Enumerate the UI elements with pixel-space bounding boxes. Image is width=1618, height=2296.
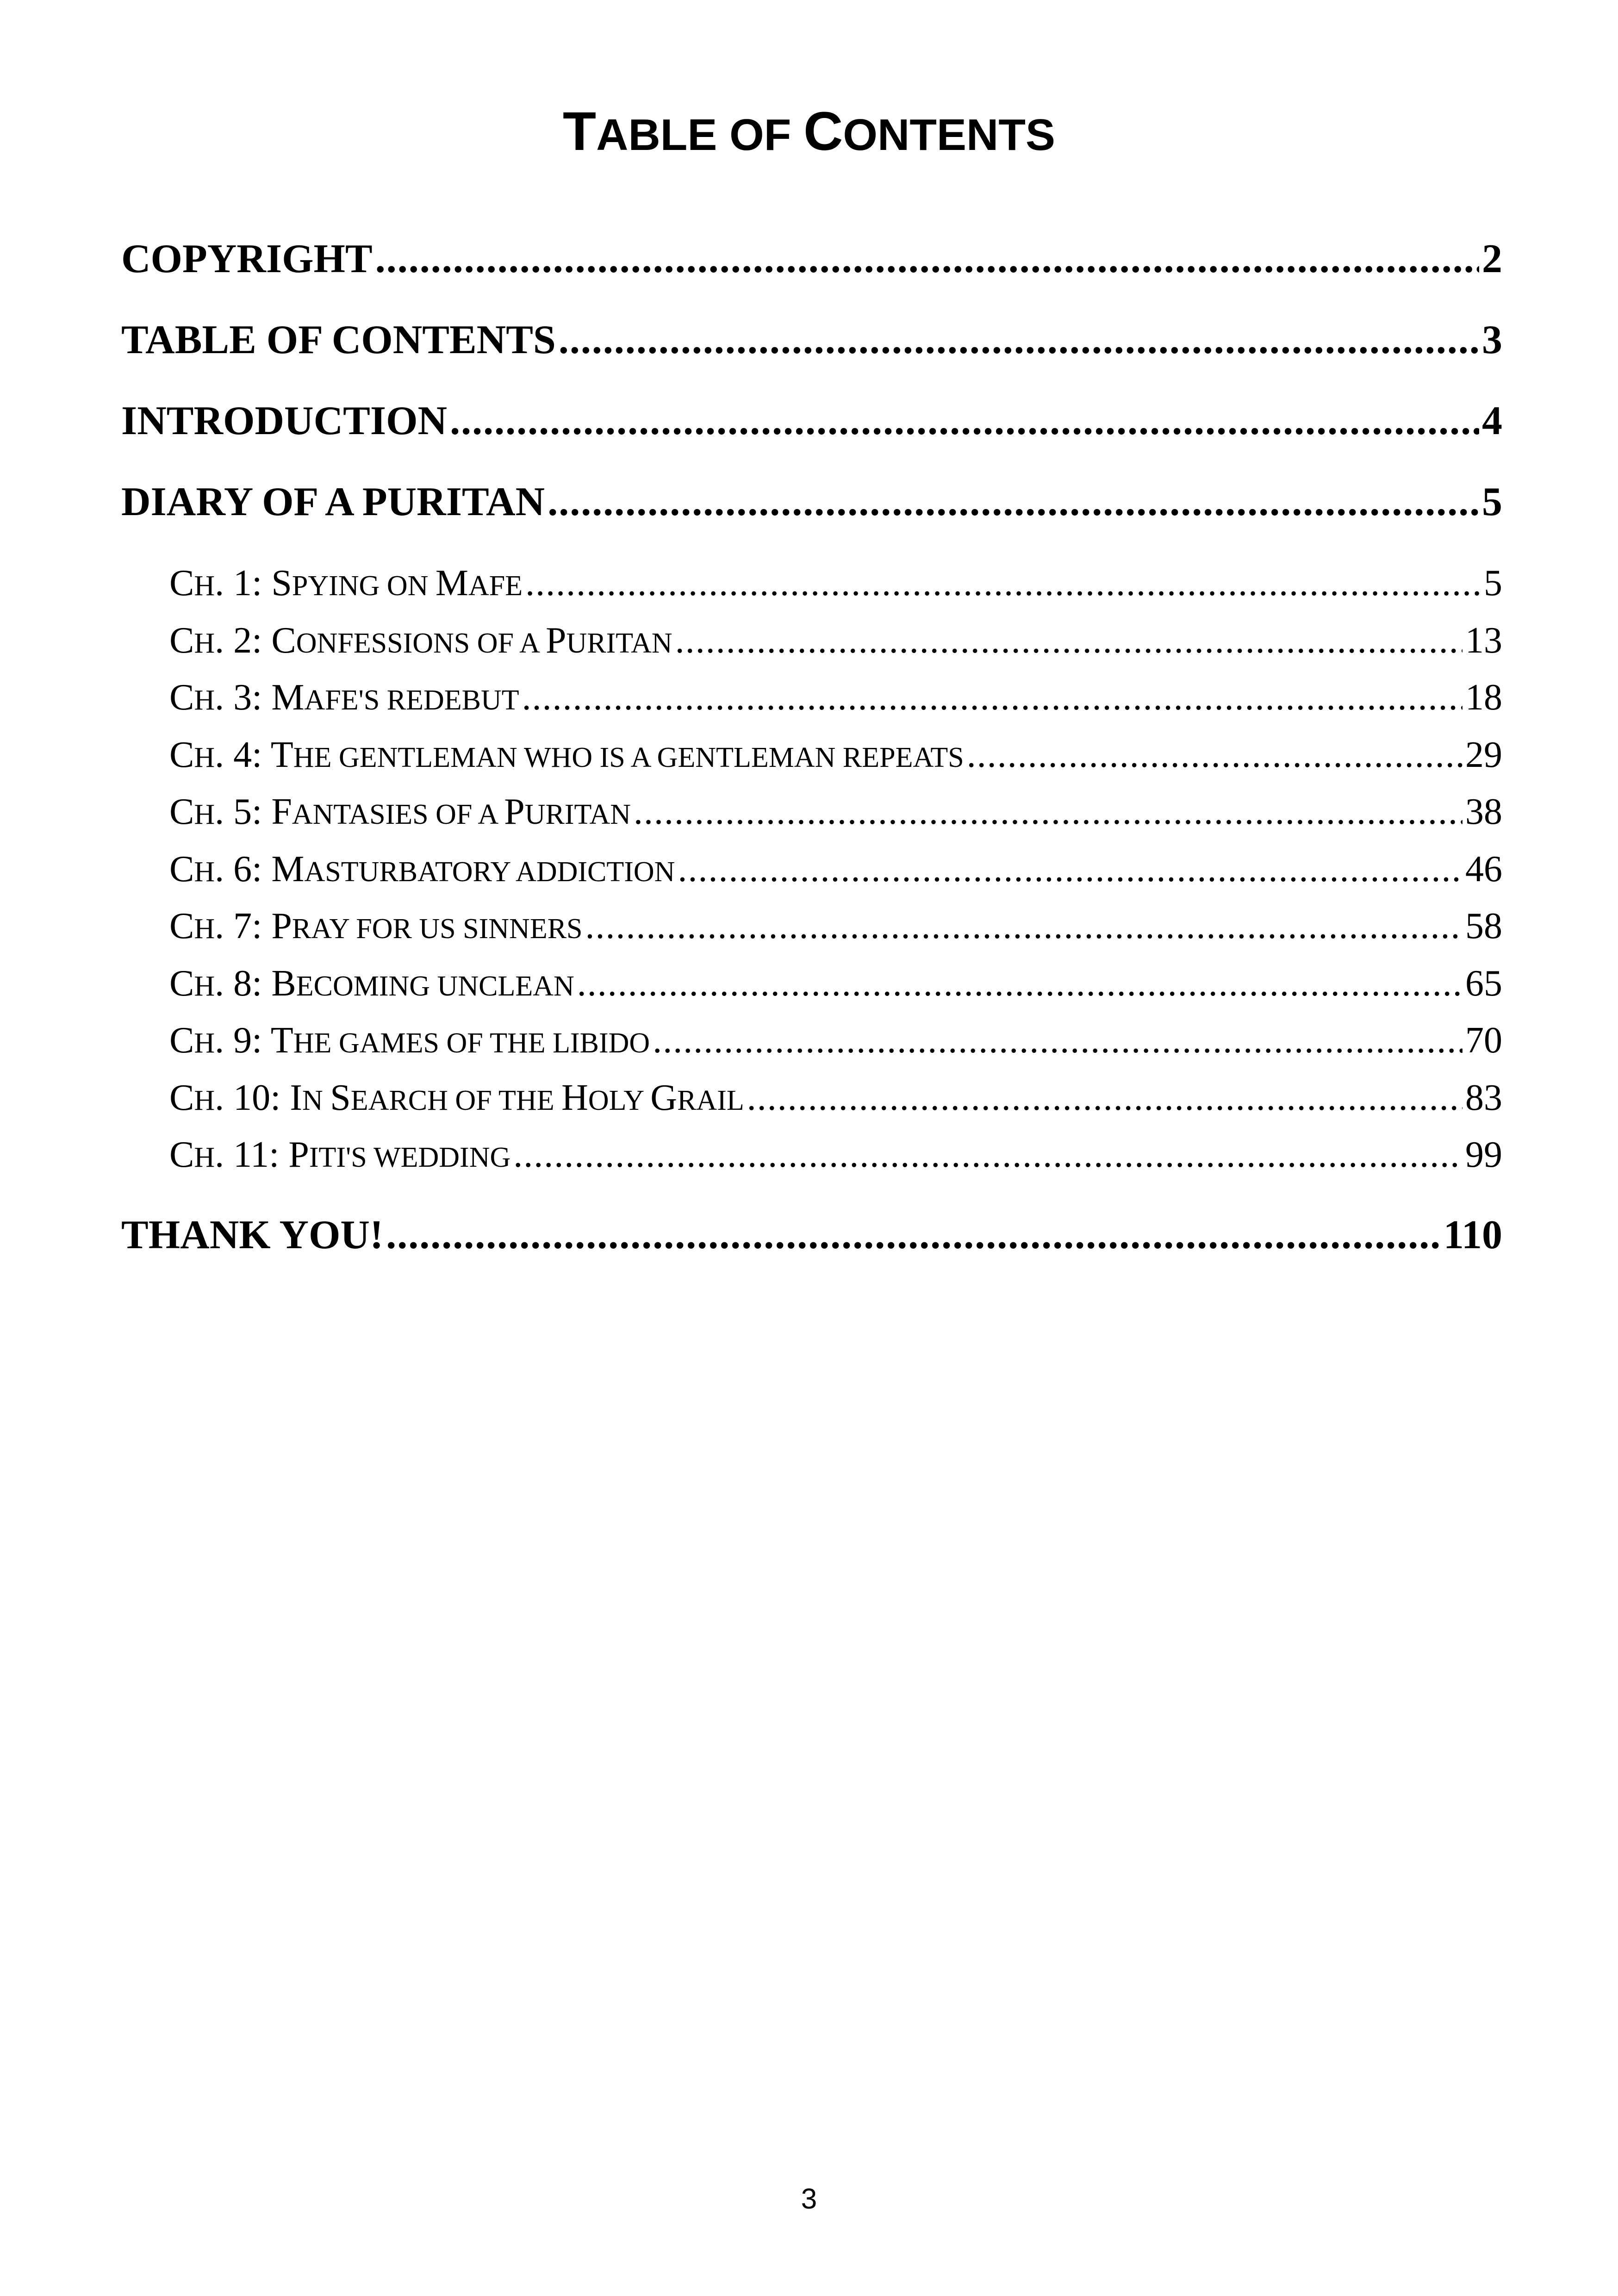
toc-chapter-label: CH. 11: PITI'S WEDDING — [169, 1134, 511, 1175]
toc-chapter-label: CH. 1: SPYING ON MAFE — [169, 563, 523, 604]
toc-entry-label: COPYRIGHT — [121, 236, 373, 281]
toc-page-number: 2 — [1482, 236, 1502, 281]
toc-page-number: 83 — [1465, 1077, 1502, 1118]
toc-page-number: 4 — [1482, 398, 1502, 443]
toc-chapter-entry[interactable] — [169, 846, 1502, 895]
dot-leader — [525, 560, 1481, 606]
toc-page-number: 99 — [1465, 1134, 1502, 1175]
toc-chapter-label: CH. 2: CONFESSIONS OF A PURITAN — [169, 620, 672, 661]
toc-chapter-entry[interactable] — [169, 789, 1502, 838]
dot-leader — [634, 789, 1462, 835]
toc-page-number: 5 — [1484, 563, 1502, 604]
toc-entry-thank-you[interactable] — [121, 1210, 1502, 1261]
toc-page-number: 38 — [1465, 791, 1502, 832]
toc-page-number: 3 — [1482, 317, 1502, 362]
dot-leader — [559, 315, 1479, 366]
dot-leader — [522, 674, 1462, 721]
toc-page-number: 58 — [1465, 906, 1502, 946]
toc-chapter-label: CH. 7: PRAY FOR US SINNERS — [169, 906, 583, 946]
toc-chapter-entry[interactable] — [169, 1075, 1502, 1124]
page-number-footer: 3 — [801, 2183, 817, 2215]
toc-page-number: 110 — [1443, 1213, 1502, 1257]
toc-chapter-entry[interactable] — [169, 617, 1502, 666]
dot-leader — [653, 1017, 1462, 1064]
dot-leader — [548, 477, 1479, 528]
toc-page-number: 18 — [1465, 677, 1502, 718]
toc-entry-introduction[interactable] — [121, 396, 1502, 447]
toc-page-number: 46 — [1465, 848, 1502, 890]
toc-page-number: 65 — [1465, 963, 1502, 1004]
toc-chapter-entry[interactable] — [169, 960, 1502, 1009]
dot-leader — [386, 1210, 1441, 1261]
dot-leader — [747, 1075, 1462, 1121]
dot-leader — [675, 617, 1462, 664]
toc-chapter-label: CH. 5: FANTASIES OF A PURITAN — [169, 791, 631, 832]
toc-chapter-label: CH. 4: THE GENTLEMAN WHO IS A GENTLEMAN REPEATS — [169, 734, 964, 775]
toc-entry-table-of-contents[interactable] — [121, 315, 1502, 366]
toc-entry-label: TABLE OF CONTENTS — [121, 317, 556, 362]
toc-chapter-entry[interactable] — [169, 1017, 1502, 1066]
toc-entry-label: INTRODUCTION — [121, 398, 448, 443]
toc-page-number: 29 — [1465, 734, 1502, 775]
toc-entry-diary-of-a-puritan[interactable] — [121, 477, 1502, 528]
toc-chapter-label: CH. 9: THE GAMES OF THE LIBIDO — [169, 1020, 650, 1061]
dot-leader — [375, 234, 1479, 285]
toc-chapter-entry[interactable] — [169, 903, 1502, 952]
toc-page-number: 70 — [1465, 1020, 1502, 1061]
toc-chapter-entry[interactable] — [169, 1132, 1502, 1181]
toc-chapter-entry[interactable] — [169, 732, 1502, 781]
toc-page-number: 13 — [1465, 620, 1502, 661]
toc-chapter-entry[interactable] — [169, 560, 1502, 609]
toc-page-number: 5 — [1482, 479, 1502, 524]
page-title: TABLE OF CONTENTS — [563, 101, 1055, 162]
dot-leader — [967, 732, 1462, 778]
dot-leader — [577, 960, 1462, 1007]
toc-entry-label: DIARY OF A PURITAN — [121, 479, 545, 524]
toc-entry-copyright[interactable] — [121, 234, 1502, 285]
dot-leader — [678, 846, 1462, 892]
toc-chapter-label: CH. 8: BECOMING UNCLEAN — [169, 963, 574, 1004]
toc-entry-label: THANK YOU! — [121, 1213, 384, 1257]
dot-leader — [450, 396, 1479, 447]
dot-leader — [513, 1132, 1462, 1178]
toc-chapter-label: CH. 3: MAFE'S REDEBUT — [169, 677, 519, 718]
dot-leader — [585, 903, 1462, 949]
toc-chapter-entry[interactable] — [169, 674, 1502, 723]
toc-chapter-label: CH. 6: MASTURBATORY ADDICTION — [169, 848, 675, 890]
toc-chapter-label: CH. 10: IN SEARCH OF THE HOLY GRAIL — [169, 1077, 744, 1118]
